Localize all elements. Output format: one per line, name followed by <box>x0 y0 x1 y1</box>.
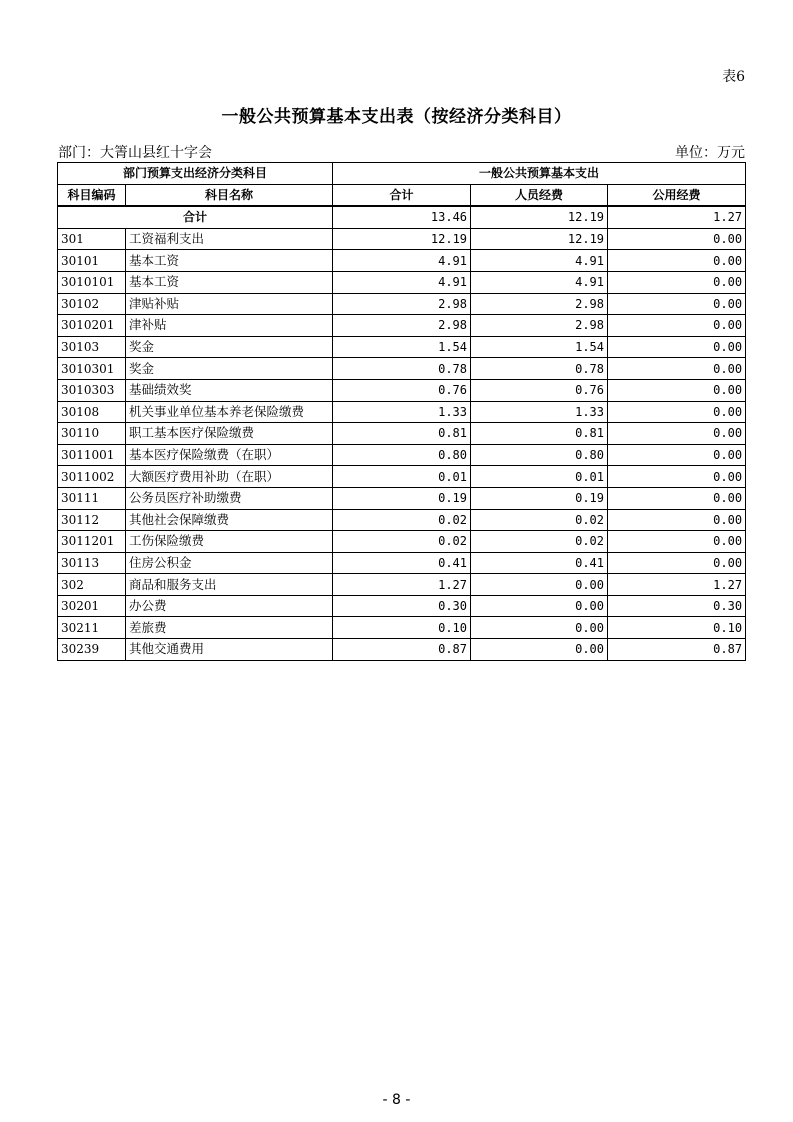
row-personnel: 0.01 <box>471 466 608 488</box>
header-group-right: 一般公共预算基本支出 <box>333 163 746 185</box>
row-name: 机关事业单位基本养老保险缴费 <box>126 401 333 423</box>
row-total: 0.80 <box>333 444 471 466</box>
row-personnel: 1.33 <box>471 401 608 423</box>
row-personnel: 0.78 <box>471 358 608 380</box>
row-code: 3010201 <box>58 315 126 337</box>
table-row <box>58 487 746 509</box>
row-personnel: 2.98 <box>471 293 608 315</box>
row-total: 0.10 <box>333 617 471 639</box>
row-personnel: 4.91 <box>471 271 608 293</box>
page-number: - 8 - <box>382 1092 411 1108</box>
row-total: 0.76 <box>333 379 471 401</box>
row-code: 3010303 <box>58 379 126 401</box>
row-personnel: 0.02 <box>471 531 608 553</box>
table-row <box>58 595 746 617</box>
row-personnel: 0.02 <box>471 509 608 531</box>
header-group-left: 部门预算支出经济分类科目 <box>58 163 333 185</box>
total-row <box>58 206 746 228</box>
row-name: 其他交通费用 <box>126 639 333 661</box>
row-code: 3010301 <box>58 358 126 380</box>
row-total: 0.87 <box>333 639 471 661</box>
row-name: 大额医疗费用补助（在职） <box>126 466 333 488</box>
header-total: 合计 <box>333 184 471 206</box>
row-total: 2.98 <box>333 293 471 315</box>
row-name: 基本工资 <box>126 250 333 272</box>
row-public: 0.00 <box>608 509 746 531</box>
row-name: 住房公积金 <box>126 552 333 574</box>
row-name: 奖金 <box>126 358 333 380</box>
row-public: 0.00 <box>608 423 746 445</box>
row-name: 基本医疗保险缴费（在职） <box>126 444 333 466</box>
table-row <box>58 293 746 315</box>
row-total: 4.91 <box>333 271 471 293</box>
total-personnel-cell: 12.19 <box>471 206 608 228</box>
row-name: 津贴补贴 <box>126 293 333 315</box>
row-name: 津补贴 <box>126 315 333 337</box>
row-code: 30239 <box>58 639 126 661</box>
row-name: 其他社会保障缴费 <box>126 509 333 531</box>
row-name: 职工基本医疗保险缴费 <box>126 423 333 445</box>
meta-row <box>58 142 745 162</box>
row-total: 0.30 <box>333 595 471 617</box>
row-code: 301 <box>58 228 126 250</box>
row-name: 基本工资 <box>126 271 333 293</box>
table-number: 表6 <box>722 69 745 85</box>
row-code: 30102 <box>58 293 126 315</box>
budget-table <box>57 162 746 661</box>
row-total: 0.01 <box>333 466 471 488</box>
row-name: 基础绩效奖 <box>126 379 333 401</box>
row-total: 1.33 <box>333 401 471 423</box>
row-personnel: 0.00 <box>471 639 608 661</box>
row-code: 30113 <box>58 552 126 574</box>
unit-label: 单位：万元 <box>675 145 745 161</box>
row-public: 0.00 <box>608 228 746 250</box>
row-code: 3011002 <box>58 466 126 488</box>
row-name: 工伤保险缴费 <box>126 531 333 553</box>
row-personnel: 12.19 <box>471 228 608 250</box>
table-row <box>58 271 746 293</box>
table-row <box>58 358 746 380</box>
row-public: 0.87 <box>608 639 746 661</box>
row-total: 0.41 <box>333 552 471 574</box>
row-public: 0.00 <box>608 293 746 315</box>
row-code: 30101 <box>58 250 126 272</box>
table-row <box>58 552 746 574</box>
header-personnel: 人员经费 <box>471 184 608 206</box>
row-total: 0.78 <box>333 358 471 380</box>
row-public: 0.00 <box>608 444 746 466</box>
row-personnel: 0.00 <box>471 574 608 596</box>
row-name: 工资福利支出 <box>126 228 333 250</box>
total-cell: 13.46 <box>333 206 471 228</box>
row-total: 0.02 <box>333 531 471 553</box>
department-label: 部门：大箐山县红十字会 <box>58 145 212 161</box>
row-total: 2.98 <box>333 315 471 337</box>
row-public: 0.00 <box>608 466 746 488</box>
row-code: 3010101 <box>58 271 126 293</box>
page-title: 一般公共预算基本支出表（按经济分类科目） <box>221 107 572 127</box>
row-public: 0.00 <box>608 401 746 423</box>
row-total: 0.81 <box>333 423 471 445</box>
row-total: 1.27 <box>333 574 471 596</box>
row-code: 302 <box>58 574 126 596</box>
row-total: 4.91 <box>333 250 471 272</box>
row-personnel: 0.80 <box>471 444 608 466</box>
table-row <box>58 315 746 337</box>
row-public: 0.00 <box>608 315 746 337</box>
row-code: 30103 <box>58 336 126 358</box>
table-row <box>58 531 746 553</box>
row-code: 3011001 <box>58 444 126 466</box>
table-row <box>58 401 746 423</box>
row-public: 0.10 <box>608 617 746 639</box>
table-row <box>58 228 746 250</box>
row-code: 30111 <box>58 487 126 509</box>
row-public: 0.00 <box>608 250 746 272</box>
header-public: 公用经费 <box>608 184 746 206</box>
row-public: 0.00 <box>608 271 746 293</box>
row-personnel: 4.91 <box>471 250 608 272</box>
row-personnel: 0.81 <box>471 423 608 445</box>
row-code: 30108 <box>58 401 126 423</box>
header-name: 科目名称 <box>126 184 333 206</box>
table-row <box>58 336 746 358</box>
header-column-row <box>58 184 746 206</box>
row-public: 0.00 <box>608 379 746 401</box>
row-public: 0.00 <box>608 487 746 509</box>
row-code: 30110 <box>58 423 126 445</box>
header-group-row <box>58 163 746 185</box>
row-personnel: 1.54 <box>471 336 608 358</box>
table-row <box>58 574 746 596</box>
row-name: 公务员医疗补助缴费 <box>126 487 333 509</box>
row-public: 0.00 <box>608 552 746 574</box>
total-label: 合计 <box>58 206 333 228</box>
row-code: 30211 <box>58 617 126 639</box>
row-personnel: 0.00 <box>471 617 608 639</box>
row-name: 奖金 <box>126 336 333 358</box>
row-name: 商品和服务支出 <box>126 574 333 596</box>
row-public: 1.27 <box>608 574 746 596</box>
row-total: 0.19 <box>333 487 471 509</box>
row-public: 0.30 <box>608 595 746 617</box>
table-row <box>58 250 746 272</box>
row-code: 3011201 <box>58 531 126 553</box>
table-row <box>58 617 746 639</box>
table-row <box>58 639 746 661</box>
total-public-cell: 1.27 <box>608 206 746 228</box>
row-total: 12.19 <box>333 228 471 250</box>
row-personnel: 0.76 <box>471 379 608 401</box>
table-row <box>58 444 746 466</box>
row-personnel: 2.98 <box>471 315 608 337</box>
row-name: 办公费 <box>126 595 333 617</box>
table-row <box>58 379 746 401</box>
row-public: 0.00 <box>608 336 746 358</box>
row-personnel: 0.41 <box>471 552 608 574</box>
row-personnel: 0.19 <box>471 487 608 509</box>
row-total: 0.02 <box>333 509 471 531</box>
row-code: 30201 <box>58 595 126 617</box>
row-personnel: 0.00 <box>471 595 608 617</box>
row-name: 差旅费 <box>126 617 333 639</box>
row-public: 0.00 <box>608 531 746 553</box>
row-public: 0.00 <box>608 358 746 380</box>
row-code: 30112 <box>58 509 126 531</box>
row-total: 1.54 <box>333 336 471 358</box>
table-row <box>58 423 746 445</box>
table-row <box>58 509 746 531</box>
header-code: 科目编码 <box>58 184 126 206</box>
table-row <box>58 466 746 488</box>
